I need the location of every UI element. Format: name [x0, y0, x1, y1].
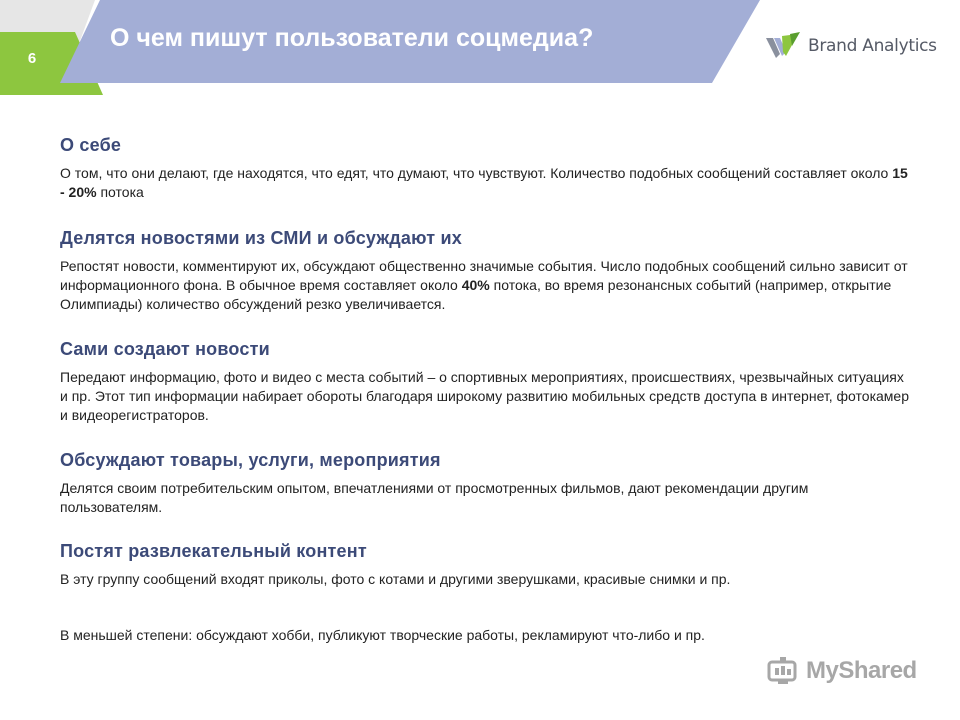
- text-part: Репостят новости, комментируют их, обсуждают общественно значимые события. Число подобных сообщений сильно зависит от информационного фона. В обычное время составляет около: [60, 258, 908, 293]
- section-text: Передают информацию, фото и видео с места событий – о спортивных мероприятиях, происшествиях, чрезвычайных ситуациях и пр. Этот тип информации набирает обороты благодаря широкому развитию мобильных средств доступа в интернет, фотокамер и видеорегистраторов.: [60, 369, 909, 423]
- section-heading: Постят развлекательный контент: [60, 541, 367, 561]
- watermark-text: MyShared: [806, 657, 917, 684]
- slide-title: О чем пишут пользователи соцмедиа?: [110, 24, 594, 52]
- myshared-logo-icon: [766, 656, 800, 686]
- closing-note: В меньшей степени: обсуждают хобби, публикуют творческие работы, рекламируют что-либо и пр.: [60, 627, 705, 643]
- section-text: Делятся своим потребительским опытом, впечатлениями от просмотренных фильмов, дают рекомендации другим пользователям.: [60, 480, 809, 515]
- section-products: [60, 450, 910, 517]
- section-text: В эту группу сообщений входят приколы, фото с котами и другими зверушками, красивые снимки и пр.: [60, 571, 731, 587]
- slide-number: 6: [27, 50, 37, 67]
- section-create-news: [60, 339, 910, 425]
- highlight-percent: 40%: [461, 277, 490, 293]
- section-heading: Делятся новостями из СМИ и обсуждают их: [60, 228, 462, 248]
- text-part: потока, во время резонансных событий (например, открытие Олимпиады) количество обсуждений резко увеличивается.: [60, 277, 892, 312]
- text-part: потока: [96, 184, 144, 200]
- section-heading: О себе: [60, 135, 122, 155]
- section-entertainment: [60, 541, 730, 589]
- watermark: [766, 656, 917, 686]
- section-about-self: [60, 135, 910, 202]
- section-heading: Обсуждают товары, услуги, мероприятия: [60, 450, 441, 470]
- section-text: [60, 257, 910, 314]
- brand-analytics-logo-icon: [764, 32, 802, 60]
- highlight-percent: 15 - 20%: [60, 165, 908, 200]
- brand-name: Brand Analytics: [808, 36, 937, 56]
- section-heading: Сами создают новости: [60, 339, 270, 359]
- text-part: О том, что они делают, где находятся, что едят, что думают, что чувствуют. Количество подобных сообщений составляет около: [60, 165, 893, 181]
- brand-logo: [764, 30, 937, 62]
- section-text: [60, 164, 910, 202]
- section-news-sharing: [60, 228, 910, 314]
